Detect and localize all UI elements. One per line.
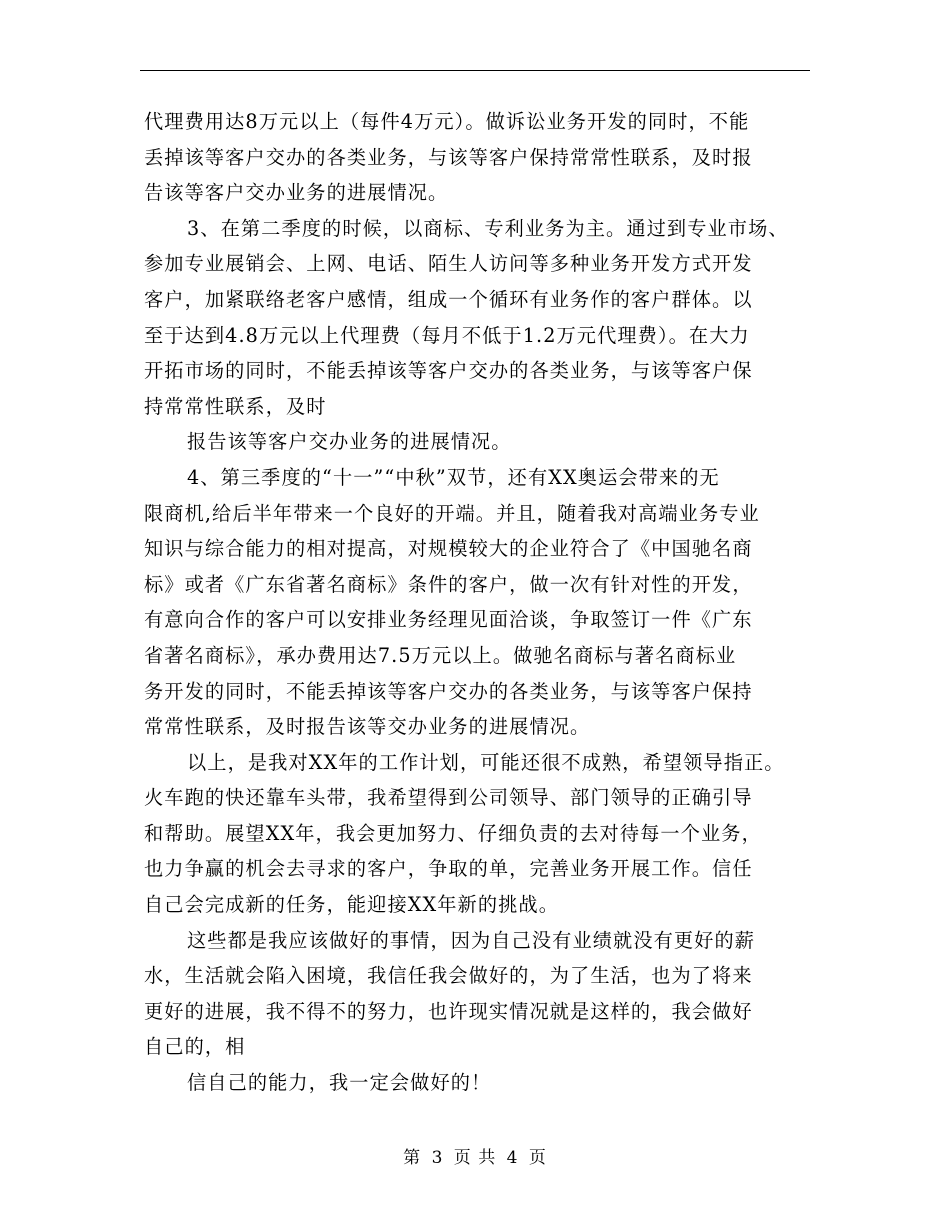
text-line: 自己的，相 [144,1035,246,1059]
text-line: 客户，加紧联络老客户感情，组成一个循环有业务作的客户群体。以 [144,287,753,311]
footer-prefix: 第 [403,1148,422,1168]
text-line: 标》或者《广东省著名商标》条件的客户，做一次有针对性的开发， [144,572,753,596]
text-line: 以上，是我对XX年的工作计划，可能还很不成熟，希望领导指正。 [187,750,785,774]
text-line: 报告该等客户交办业务的进展情况。 [187,430,512,454]
text-line: 至于达到4.8万元以上代理费（每月不低于1.2万元代理费）。在大力 [144,323,750,347]
text-line: 信自己的能力，我一定会做好的！ [187,1071,492,1095]
text-line: 常常性联系，及时报告该等交办业务的进展情况。 [144,715,591,739]
text-line: 开拓市场的同时，不能丢掉该等客户交办的各类业务，与该等客户保 [144,359,753,383]
text-line: 也力争赢的机会去寻求的客户，争取的单，完善业务开展工作。信任 [144,857,753,881]
text-line: 知识与综合能力的相对提高，对规模较大的企业符合了《中国驰名商 [144,537,753,561]
page-footer [0,1146,950,1170]
footer-total-pages: 4 [506,1148,519,1168]
text-line: 4、第三季度的“十一”“中秋”双节，还有XX奥运会带来的无 [187,465,720,489]
text-line: 水，生活就会陷入困境，我信任我会做好的，为了生活，也为了将来 [144,964,753,988]
text-line: 自己会完成新的任务，能迎接XX年新的挑战。 [144,893,559,917]
footer-suffix: 页 [528,1148,547,1168]
text-line: 丢掉该等客户交办的各类业务，与该等客户保持常常性联系，及时报 [144,145,753,169]
text-line: 更好的进展，我不得不的努力，也许现实情况就是这样的，我会做好 [144,999,753,1023]
text-line: 代理费用达8万元以上（每件4万元）。做诉讼业务开发的同时，不能 [144,110,750,133]
text-line: 这些都是我应该做好的事情，因为自己没有业绩就没有更好的薪 [187,928,756,952]
text-line: 持常常性联系，及时 [144,394,327,418]
text-line: 限商机,给后半年带来一个良好的开端。并且，随着我对高端业务专业 [144,501,760,525]
text-line: 3、在第二季度的时候，以商标、专利业务为主。通过到专业市场、 [187,216,789,240]
text-line: 务开发的同时，不能丢掉该等客户交办的各类业务，与该等客户保持 [144,679,753,703]
footer-middle: 页 共 [453,1148,497,1168]
text-line: 和帮助。展望XX年，我会更加努力、仔细负责的去对待每一个业务， [144,821,762,845]
text-line: 告该等客户交办业务的进展情况。 [144,181,449,205]
header-rule [140,70,810,71]
text-line: 有意向合作的客户可以安排业务经理见面洽谈，争取签订一件《广东 [144,608,753,632]
text-line: 参加专业展销会、上网、电话、陌生人访问等多种业务开发方式开发 [144,252,753,276]
footer-current-page: 3 [431,1148,444,1168]
text-line: 省著名商标》，承办费用达7.5万元以上。做驰名商标与著名商标业 [144,643,737,667]
text-line: 火车跑的快还靠车头带，我希望得到公司领导、部门领导的正确引导 [144,786,753,810]
document-body [144,104,819,1101]
